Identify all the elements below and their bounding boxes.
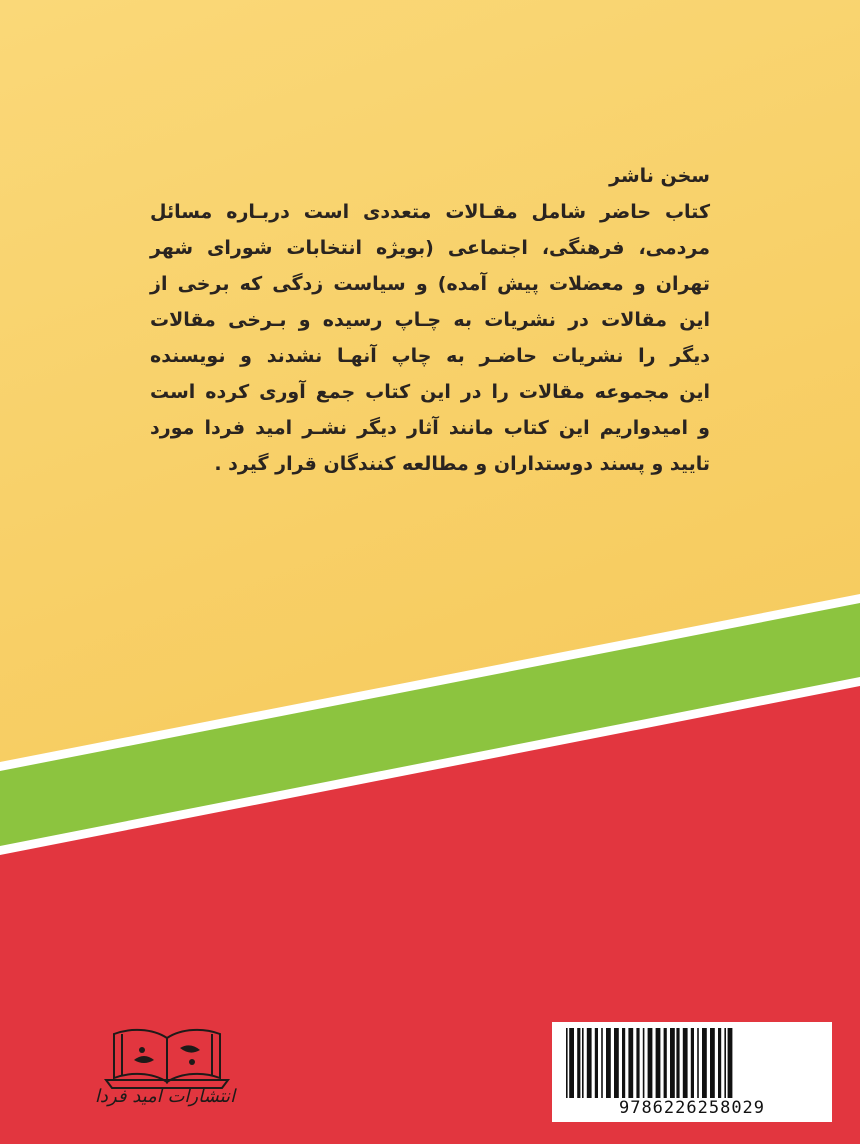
barcode-bar bbox=[587, 1028, 592, 1098]
barcode-bar bbox=[606, 1028, 611, 1098]
barcode-bar bbox=[569, 1028, 574, 1098]
barcode-bars bbox=[562, 1028, 824, 1098]
barcode-bar bbox=[622, 1028, 625, 1098]
barcode-bar bbox=[614, 1028, 619, 1098]
barcode-bar bbox=[577, 1028, 580, 1098]
publisher-note-line: تهران و معضلات پیش آمده) و سیاست زدگی که برخی از bbox=[150, 273, 710, 295]
barcode-bar bbox=[728, 1028, 733, 1098]
barcode-bar bbox=[643, 1028, 645, 1098]
barcode-bar bbox=[664, 1028, 667, 1098]
barcode-bar bbox=[582, 1028, 584, 1098]
barcode-bar bbox=[702, 1028, 707, 1098]
barcode-bar bbox=[697, 1028, 699, 1098]
barcode-bar bbox=[656, 1028, 661, 1098]
barcode-bar bbox=[670, 1028, 675, 1098]
barcode-bar bbox=[648, 1028, 653, 1098]
barcode-bar bbox=[676, 1028, 679, 1098]
publisher-note-title: سخن ناشر bbox=[609, 165, 710, 187]
barcode-bar bbox=[566, 1028, 568, 1098]
publisher-note-line: و امیدواریم این کتاب مانند آثار دیگر نشـر امید فردا مورد bbox=[150, 417, 710, 439]
barcode-bar bbox=[636, 1028, 639, 1098]
barcode-bar bbox=[710, 1028, 715, 1098]
barcode-bar bbox=[691, 1028, 694, 1098]
publisher-note-line: این مقالات در نشریات به چـاپ رسیده و بـرخی مقالات bbox=[150, 309, 710, 331]
isbn-barcode bbox=[552, 1022, 832, 1122]
publisher-name: انتشارات امید فردا bbox=[94, 1086, 236, 1107]
publisher-note-line: مردمی، فرهنگی، اجتماعی (بویژه انتخابات شورای شهر bbox=[150, 237, 710, 259]
barcode-bar bbox=[628, 1028, 633, 1098]
barcode-digits: 9786226258029 bbox=[618, 1098, 766, 1118]
barcode-bar bbox=[718, 1028, 721, 1098]
publisher-note-line: این مجموعه مقالات را در این کتاب جمع آوری کرده است bbox=[150, 381, 710, 403]
publisher-note-line: تایید و پسند دوستداران و مطالعه کنندگان قرار گیرد . bbox=[214, 453, 710, 475]
barcode-bar bbox=[595, 1028, 598, 1098]
publisher-note bbox=[150, 158, 710, 482]
barcode-bar bbox=[601, 1028, 603, 1098]
publisher-note-line: دیگر را نشریات حاضـر به چاپ آنهـا نشدند و نویسنده bbox=[150, 345, 710, 367]
barcode-bar bbox=[724, 1028, 726, 1098]
barcode-bar bbox=[683, 1028, 688, 1098]
publisher-note-line: کتاب حاضر شامل مقـالات متعددی است دربـاره مسائل bbox=[150, 201, 710, 223]
